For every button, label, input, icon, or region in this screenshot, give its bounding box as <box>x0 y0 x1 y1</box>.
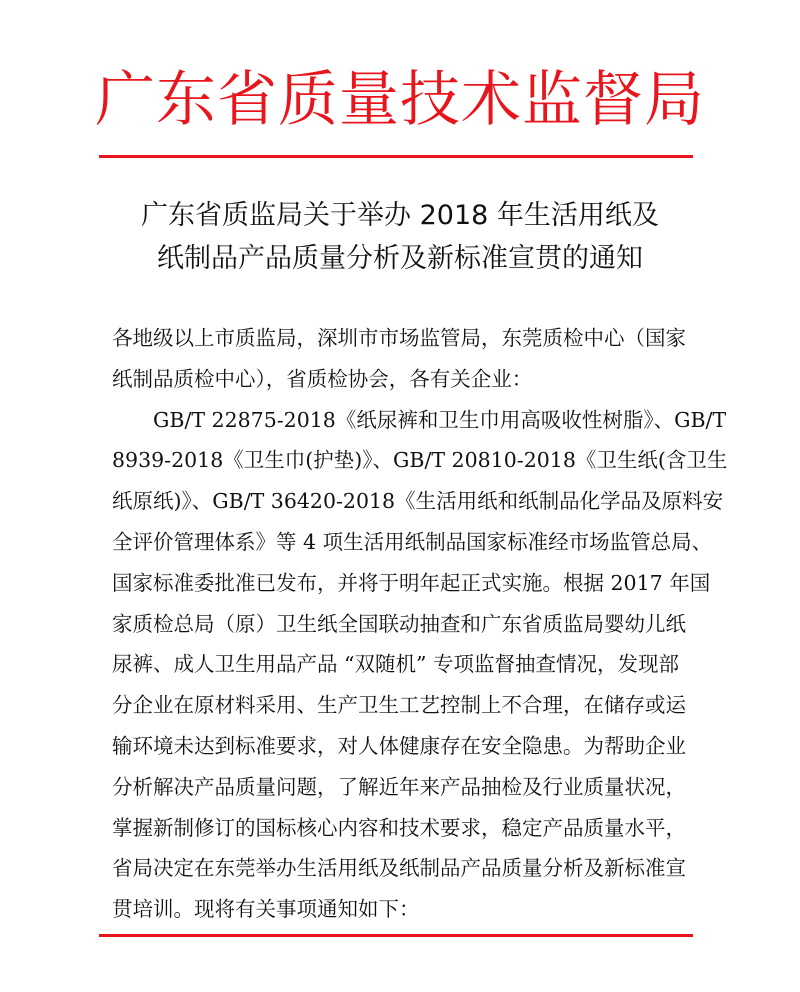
body-line: 8939-2018《卫生巾(护垫)》、GB/T 20810-2018《卫生纸(含卫生 <box>112 448 728 473</box>
body-line: 分企业在原材料采用、生产卫生工艺控制上不合理，在储存或运 <box>112 693 686 718</box>
body-line: 输环境未达到标准要求，对人体健康存在安全隐患。为帮助企业 <box>112 733 686 758</box>
body-line: 分析解决产品质量问题，了解近年来产品抽检及行业质量状况， <box>112 774 686 799</box>
footer-red-rule <box>99 934 693 937</box>
body-line: 掌握新制修订的国标核心内容和技术要求，稳定产品质量水平， <box>112 815 686 840</box>
body-line: 尿裤、成人卫生用品产品 “双随机” 专项监督抽查情况，发现部 <box>112 652 679 677</box>
body-line: 全评价管理体系》等 4 项生活用纸制品国家标准经市场监管总局、 <box>112 529 713 554</box>
notice-title-line-1: 广东省质监局关于举办 2018 年生活用纸及 <box>141 200 659 231</box>
body-line: 各地级以上市质监局，深圳市市场监管局，东莞质检中心（国家 <box>112 326 686 350</box>
body-line: 家质检总局（原）卫生纸全国联动抽查和广东省质监局婴幼儿纸 <box>112 611 686 636</box>
body-line: 国家标准委批准已发布，并将于明年起正式实施。根据 2017 年国 <box>112 570 711 595</box>
body-line: 省局决定在东莞举办生活用纸及纸制品产品质量分析及新标准宣 <box>112 856 686 881</box>
body-line: GB/T 22875-2018《纸尿裤和卫生巾用高吸收性树脂》、GB/T <box>153 407 727 432</box>
letterhead-red-rule <box>99 155 693 158</box>
notice-title-line-2: 纸制品产品质量分析及新标准宣贯的通知 <box>157 243 643 274</box>
notice-body <box>112 318 728 930</box>
letterhead-org-name: 广东省质量技术监督局 <box>95 65 705 135</box>
body-line: 纸制品质检中心），省质检协会，各有关企业： <box>112 366 533 391</box>
body-line: 贯培训。现将有关事项通知如下： <box>112 897 420 922</box>
body-line: 纸原纸)》、GB/T 36420-2018《生活用纸和纸制品化学品及原料安 <box>112 489 724 514</box>
